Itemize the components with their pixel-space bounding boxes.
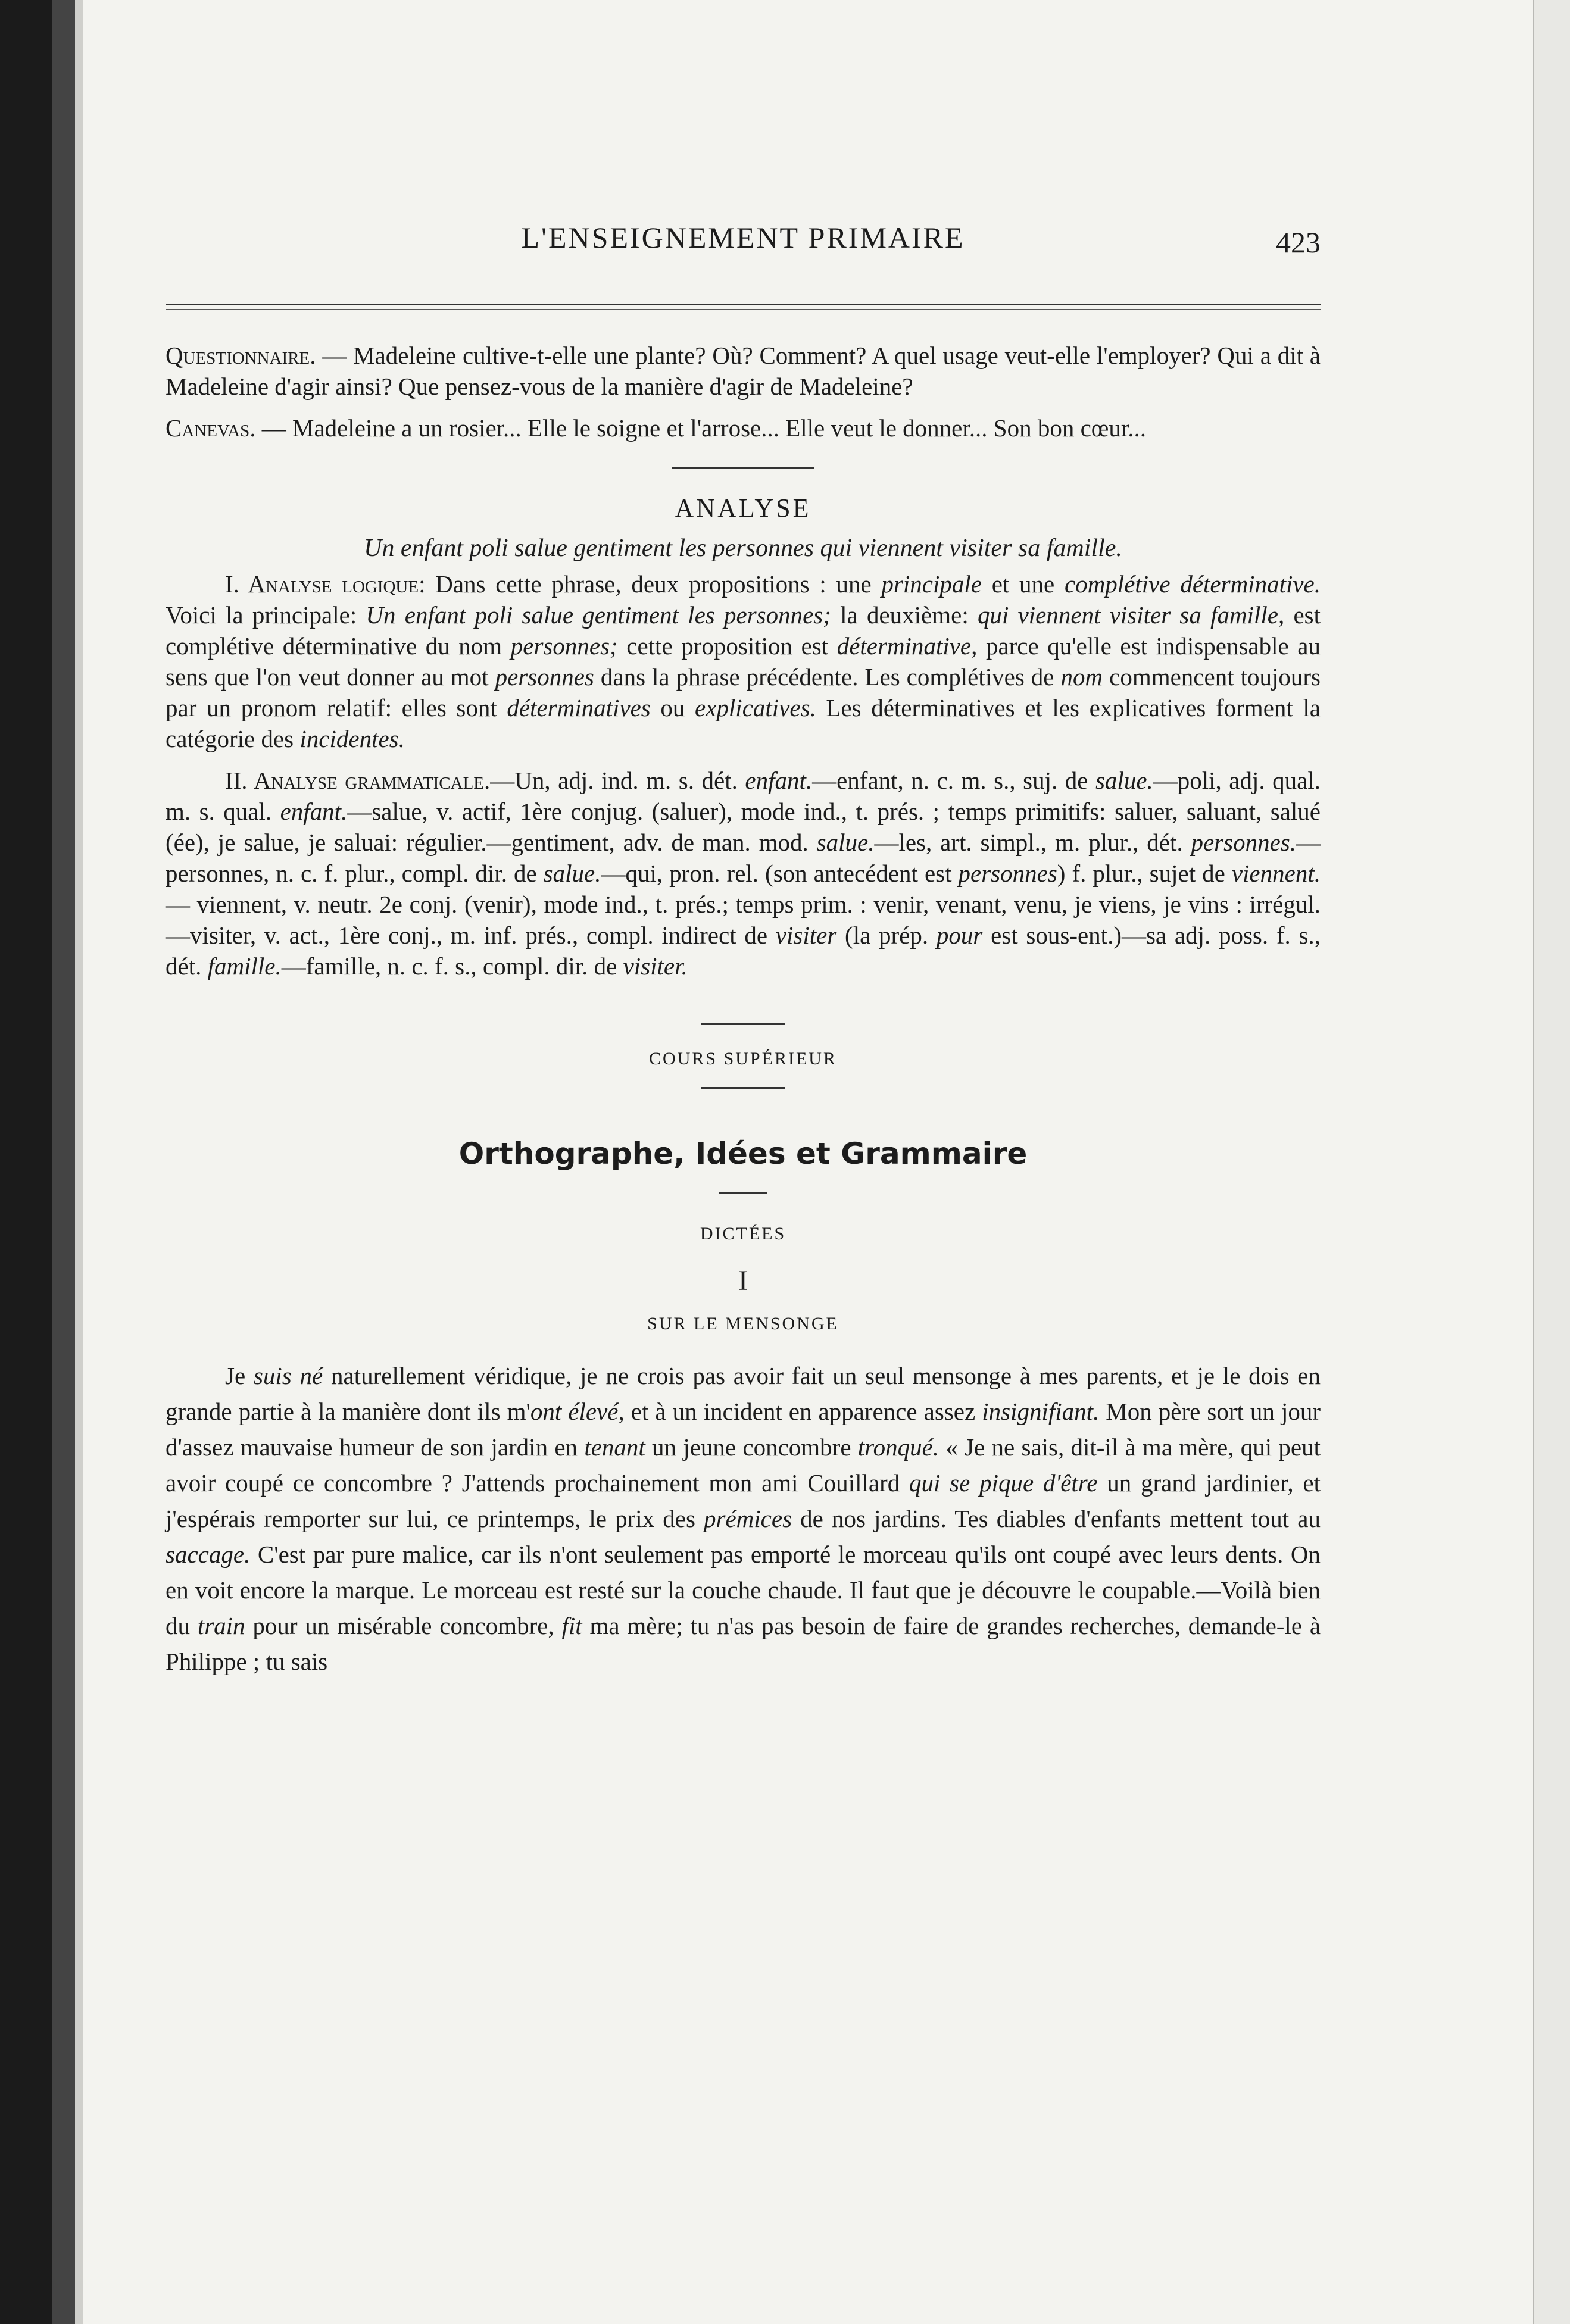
text-run: Je — [225, 1362, 254, 1389]
text-run: —qui, pron. rel. (son antecédent est — [601, 860, 959, 887]
text-run: — viennent, v. neutr. 2e conj. (venir), mode ind., t. prés.; temps prim. : venir, venant, venu, je viens, je vins : irrégul.—visiter, v. act., 1ère conj., m. inf. prés., compl. indirect de — [166, 891, 1321, 949]
text-run: cette proposition est — [617, 632, 837, 660]
text-run: Dans cette phrase, deux propositions : une — [425, 570, 882, 598]
italic-run: nom — [1060, 663, 1103, 691]
text-run: —les, art. simpl., m. plur., dét. — [874, 829, 1191, 856]
text-run: —personnes, n. c. f. plur., compl. dir. de — [166, 829, 1321, 887]
italic-run: salue. — [1095, 767, 1153, 794]
text-run: —salue, v. actif, 1ère conjug. (saluer), mode ind., t. prés. ; temps primitifs: saluer, saluant, salué (ée), je salue, je saluai: régulier.—gentiment, adv. de man. mod. — [166, 798, 1321, 856]
text-run: naturellement véridique, je ne crois pas avoir fait un seul mensonge à mes parents, et je le dois en grande partie à la manière dont ils m' — [166, 1362, 1321, 1425]
italic-run: ont élevé, — [530, 1398, 625, 1425]
page-binding — [52, 0, 75, 2324]
italic-run: enfant. — [745, 767, 813, 794]
text-run: ma mère; tu n'as pas besoin de faire de grandes recherches, demande-le à Philippe ; tu sais — [166, 1612, 1321, 1675]
separator-rule — [701, 1087, 785, 1089]
text-run: dans la phrase précédente. Les complétives de — [594, 663, 1061, 691]
text-run: ) f. plur., sujet de — [1057, 860, 1232, 887]
cours-label: COURS SUPÉRIEUR — [649, 1049, 837, 1069]
text-run: un jeune concombre — [645, 1433, 858, 1461]
header-rule — [166, 304, 1321, 310]
text-run: Voici la principale: — [166, 601, 366, 629]
text-run: Les déterminatives et les explicatives forment la catégorie des — [166, 694, 1321, 752]
italic-run: fit — [561, 1612, 582, 1639]
italic-run: Un enfant poli salue gentiment les personnes; — [366, 601, 831, 629]
page-edge — [1533, 0, 1570, 2324]
italic-run: viennent. — [1231, 860, 1321, 887]
italic-run: principale — [881, 570, 982, 598]
questionnaire-text: — Madeleine cultive-t-elle une plante? Où? Comment? A quel usage veut-elle l'employer? Qui a dit à Madeleine d'agir ainsi? Que pensez-vous de la manière d'agir de Madeleine? — [166, 342, 1321, 400]
text-run: —famille, n. c. f. s., compl. dir. de — [281, 952, 623, 980]
text-run: commencent toujours par un pronom relatif: elles sont — [166, 663, 1321, 721]
italic-run: personnes — [495, 663, 594, 691]
grammaticale-label: II. Analyse grammaticale. — [225, 767, 491, 794]
text-run: est sous-ent.)—sa adj. poss. f. s., dét. — [166, 922, 1321, 980]
dictee-text — [166, 1358, 1321, 1679]
text-run: et à un incident en apparence assez — [624, 1398, 982, 1425]
title-dash — [719, 1192, 767, 1194]
canevas-paragraph — [166, 413, 1321, 443]
dictees-label: DICTÉES — [700, 1224, 786, 1244]
running-title: L'ENSEIGNEMENT PRIMAIRE — [521, 221, 965, 254]
text-run: la deuxième: — [831, 601, 978, 629]
analyse-title: ANALYSE — [675, 493, 811, 523]
italic-run: pour — [936, 922, 983, 949]
italic-run: visiter. — [623, 952, 688, 980]
text-run: —Un, adj. ind. m. s. dét. — [490, 767, 745, 794]
questionnaire-paragraph — [166, 340, 1321, 402]
text-run: et une — [981, 570, 1065, 598]
italic-run: personnes. — [1191, 829, 1296, 856]
italic-run: saccage. — [166, 1541, 251, 1568]
logique-label: I. Analyse logique: — [225, 570, 426, 598]
italic-run: tronqué. — [857, 1433, 939, 1461]
text-run: —poli, adj. qual. m. s. qual. — [166, 767, 1321, 825]
page-number: 423 — [1276, 226, 1321, 259]
italic-run: complétive déterminative. — [1065, 570, 1321, 598]
analyse-sentence: Un enfant poli salue gentiment les personnes qui viennent visiter sa famille. — [364, 535, 1122, 562]
text-run: est complétive déterminative du nom — [166, 601, 1321, 660]
separator-rule — [672, 467, 814, 469]
italic-run: incidentes. — [299, 725, 405, 752]
italic-run: personnes — [958, 860, 1057, 887]
italic-run: prémices — [704, 1505, 792, 1532]
italic-run: déterminative, — [836, 632, 978, 660]
text-run: ou — [650, 694, 695, 721]
italic-run: personnes; — [510, 632, 618, 660]
text-run: parce qu'elle est indispensable au sens que l'on veut donner au mot — [166, 632, 1321, 691]
text-run: un grand jardinier, et j'espérais remporter sur lui, ce printemps, le prix des — [166, 1469, 1321, 1532]
italic-run: insignifiant. — [982, 1398, 1100, 1425]
text-run: pour un misérable concombre, — [245, 1612, 562, 1639]
canevas-label: Canevas. — [166, 414, 256, 442]
book-page — [52, 0, 1570, 2324]
analyse-logique-paragraph — [166, 568, 1321, 754]
italic-run: enfant. — [280, 798, 348, 825]
italic-run: tenant — [584, 1433, 645, 1461]
italic-run: train — [197, 1612, 245, 1639]
separator-rule — [701, 1023, 785, 1025]
page-content — [166, 214, 1321, 1679]
italic-run: visiter — [775, 922, 837, 949]
binding-edge — [75, 0, 83, 2324]
text-run: C'est par pure malice, car ils n'ont seulement pas emporté le morceau qu'ils ont coupé avec leurs dents. On en voit encore la marque. Le morceau est resté sur la couche chaude. Il faut que je découvre le coupable.—Voilà bien du — [166, 1541, 1321, 1639]
italic-run: famille. — [207, 952, 282, 980]
section-title: Orthographe, Idées et Grammaire — [458, 1136, 1028, 1171]
dictee-subtitle: SUR LE MENSONGE — [647, 1314, 839, 1333]
italic-run: salue. — [816, 829, 875, 856]
canevas-text: — Madeleine a un rosier... Elle le soigne et l'arrose... Elle veut le donner... Son bon cœur... — [255, 414, 1147, 442]
analyse-grammaticale-paragraph — [166, 765, 1321, 982]
italic-run: explicatives. — [695, 694, 816, 721]
italic-run: déterminatives — [507, 694, 651, 721]
dictee-number: I — [738, 1265, 748, 1297]
italic-run: qui viennent visiter sa famille, — [977, 601, 1285, 629]
text-run: (la prép. — [836, 922, 937, 949]
text-run: de nos jardins. Tes diables d'enfants mettent tout au — [792, 1505, 1321, 1532]
italic-run: qui se pique d'être — [909, 1469, 1098, 1497]
running-header — [166, 214, 1321, 259]
italic-run: suis né — [253, 1362, 323, 1389]
text-run: Mon père sort un jour d'assez mauvaise humeur de son jardin en — [166, 1398, 1321, 1461]
italic-run: salue. — [543, 860, 601, 887]
text-run: « Je ne sais, dit-il à ma mère, qui peut avoir coupé ce concombre ? J'attends prochainement mon ami Couillard — [166, 1433, 1321, 1497]
text-run: —enfant, n. c. m. s., suj. de — [812, 767, 1095, 794]
questionnaire-label: Questionnaire. — [166, 342, 316, 369]
